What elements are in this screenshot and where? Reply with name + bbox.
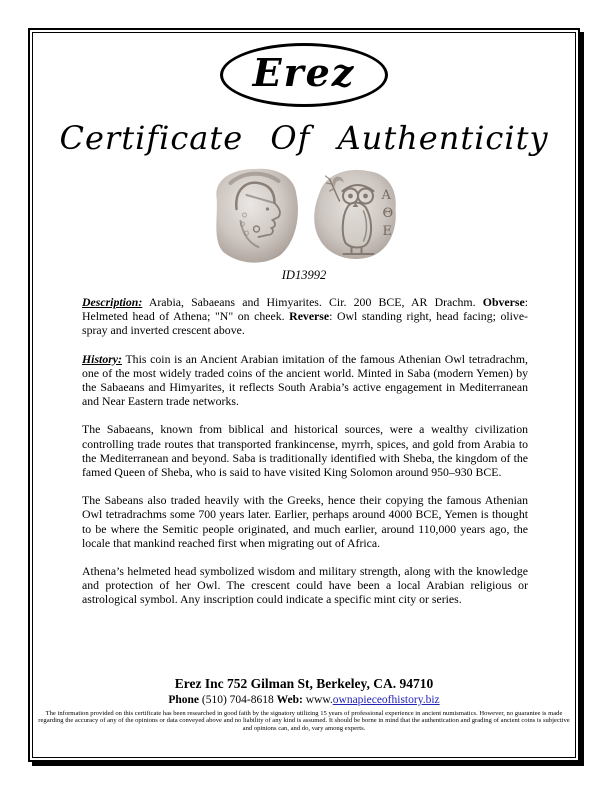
history-paragraph-1: History: This coin is an Ancient Arabian imitation of the famous Athenian Owl tetradrachm, one of the most widely traded coins of the ancient world. Minted in Saba (modern Yemen) by the Sabaeans and Himyarites, it reflects South Arabia’s active engagement in Mediterranean and Near Eastern trade networks.: [82, 351, 528, 409]
coin-id: ID13992: [281, 268, 327, 282]
certificate-footer: [33, 676, 575, 733]
phone-number: (510) 704-8618: [199, 693, 277, 706]
phone-label: Phone: [168, 693, 200, 706]
web-prefix: www.: [302, 693, 333, 706]
svg-text:Ε: Ε: [382, 224, 392, 239]
erez-logo: [220, 43, 388, 107]
history-paragraph-3: The Sabeans also traded heavily with the Greeks, hence their copying the famous Athenian Owl tetradrachms some 700 years later. Earlier, perhaps around 4000 BCE, Yemen is thought to be where the Semitic people originated, and much earlier, around 110,000 years ago, the locale that mankind reached first when migrating out of Africa.: [82, 493, 528, 550]
history-paragraph-4: Athena’s helmeted head symbolized wisdom and military strength, along with the knowledge and protection of her Owl. The crescent could have been a local Arabian religious or astrological symbol. Any inscription could indicate a specific mint city or series.: [82, 564, 528, 607]
erez-logo-text: Erez: [252, 50, 356, 95]
svg-text:Α: Α: [381, 188, 391, 203]
obverse-coin-athena-image: [206, 163, 303, 267]
web-label: Web:: [276, 693, 303, 706]
company-address: Erez Inc 752 Gilman St, Berkeley, CA. 94710: [174, 675, 434, 691]
certificate-body: [82, 295, 528, 607]
disclaimer-text: The information provided on this certificate has been researched in good faith by the signatory utilizing 15 years of professional experience in ancient numismatics. However, no guarantee is made regarding the accuracy of any of the opinions or data conveyed above and no liability of any kind is assumed. It should be borne in mind that the authentication and grading of ancient coins is subjective and opinions can, and do, vary among experts.: [38, 709, 570, 733]
description-paragraph: Description: Arabia, Sabaeans and Himyarites. Cir. 200 BCE, AR Drachm. Obverse: Helmeted head of Athena; "N" on cheek. Reverse: Owl standing right, head facing; olive-spray and inverted crescent above.: [82, 295, 528, 338]
coin-photos: [33, 163, 575, 267]
history-paragraph-2: The Sabaeans, known from biblical and historical sources, were a wealthy civilization controlling trade routes that transported frankincense, myrrh, spices, and gold from Arabia to the Mediterranean and beyond. Saba is traditionally identified with Sheba, the kingdom of the famed Queen of Sheba, who is said to have visited King Solomon around 950–930 BCE.: [82, 422, 528, 480]
obverse-label: Obverse: [482, 295, 525, 309]
certificate-title: Certificate Of Authenticity: [59, 119, 549, 157]
page-border: [28, 28, 580, 762]
reverse-label: Reverse: [289, 309, 330, 324]
contact-line: [33, 694, 575, 706]
description-label: Description:: [82, 295, 143, 309]
page-border-inner: [32, 32, 576, 758]
reverse-coin-owl-image: [305, 163, 402, 267]
svg-text:Θ: Θ: [382, 206, 394, 221]
website-link[interactable]: ownapieceofhistory.biz: [332, 693, 440, 706]
history-label: History:: [82, 351, 122, 366]
